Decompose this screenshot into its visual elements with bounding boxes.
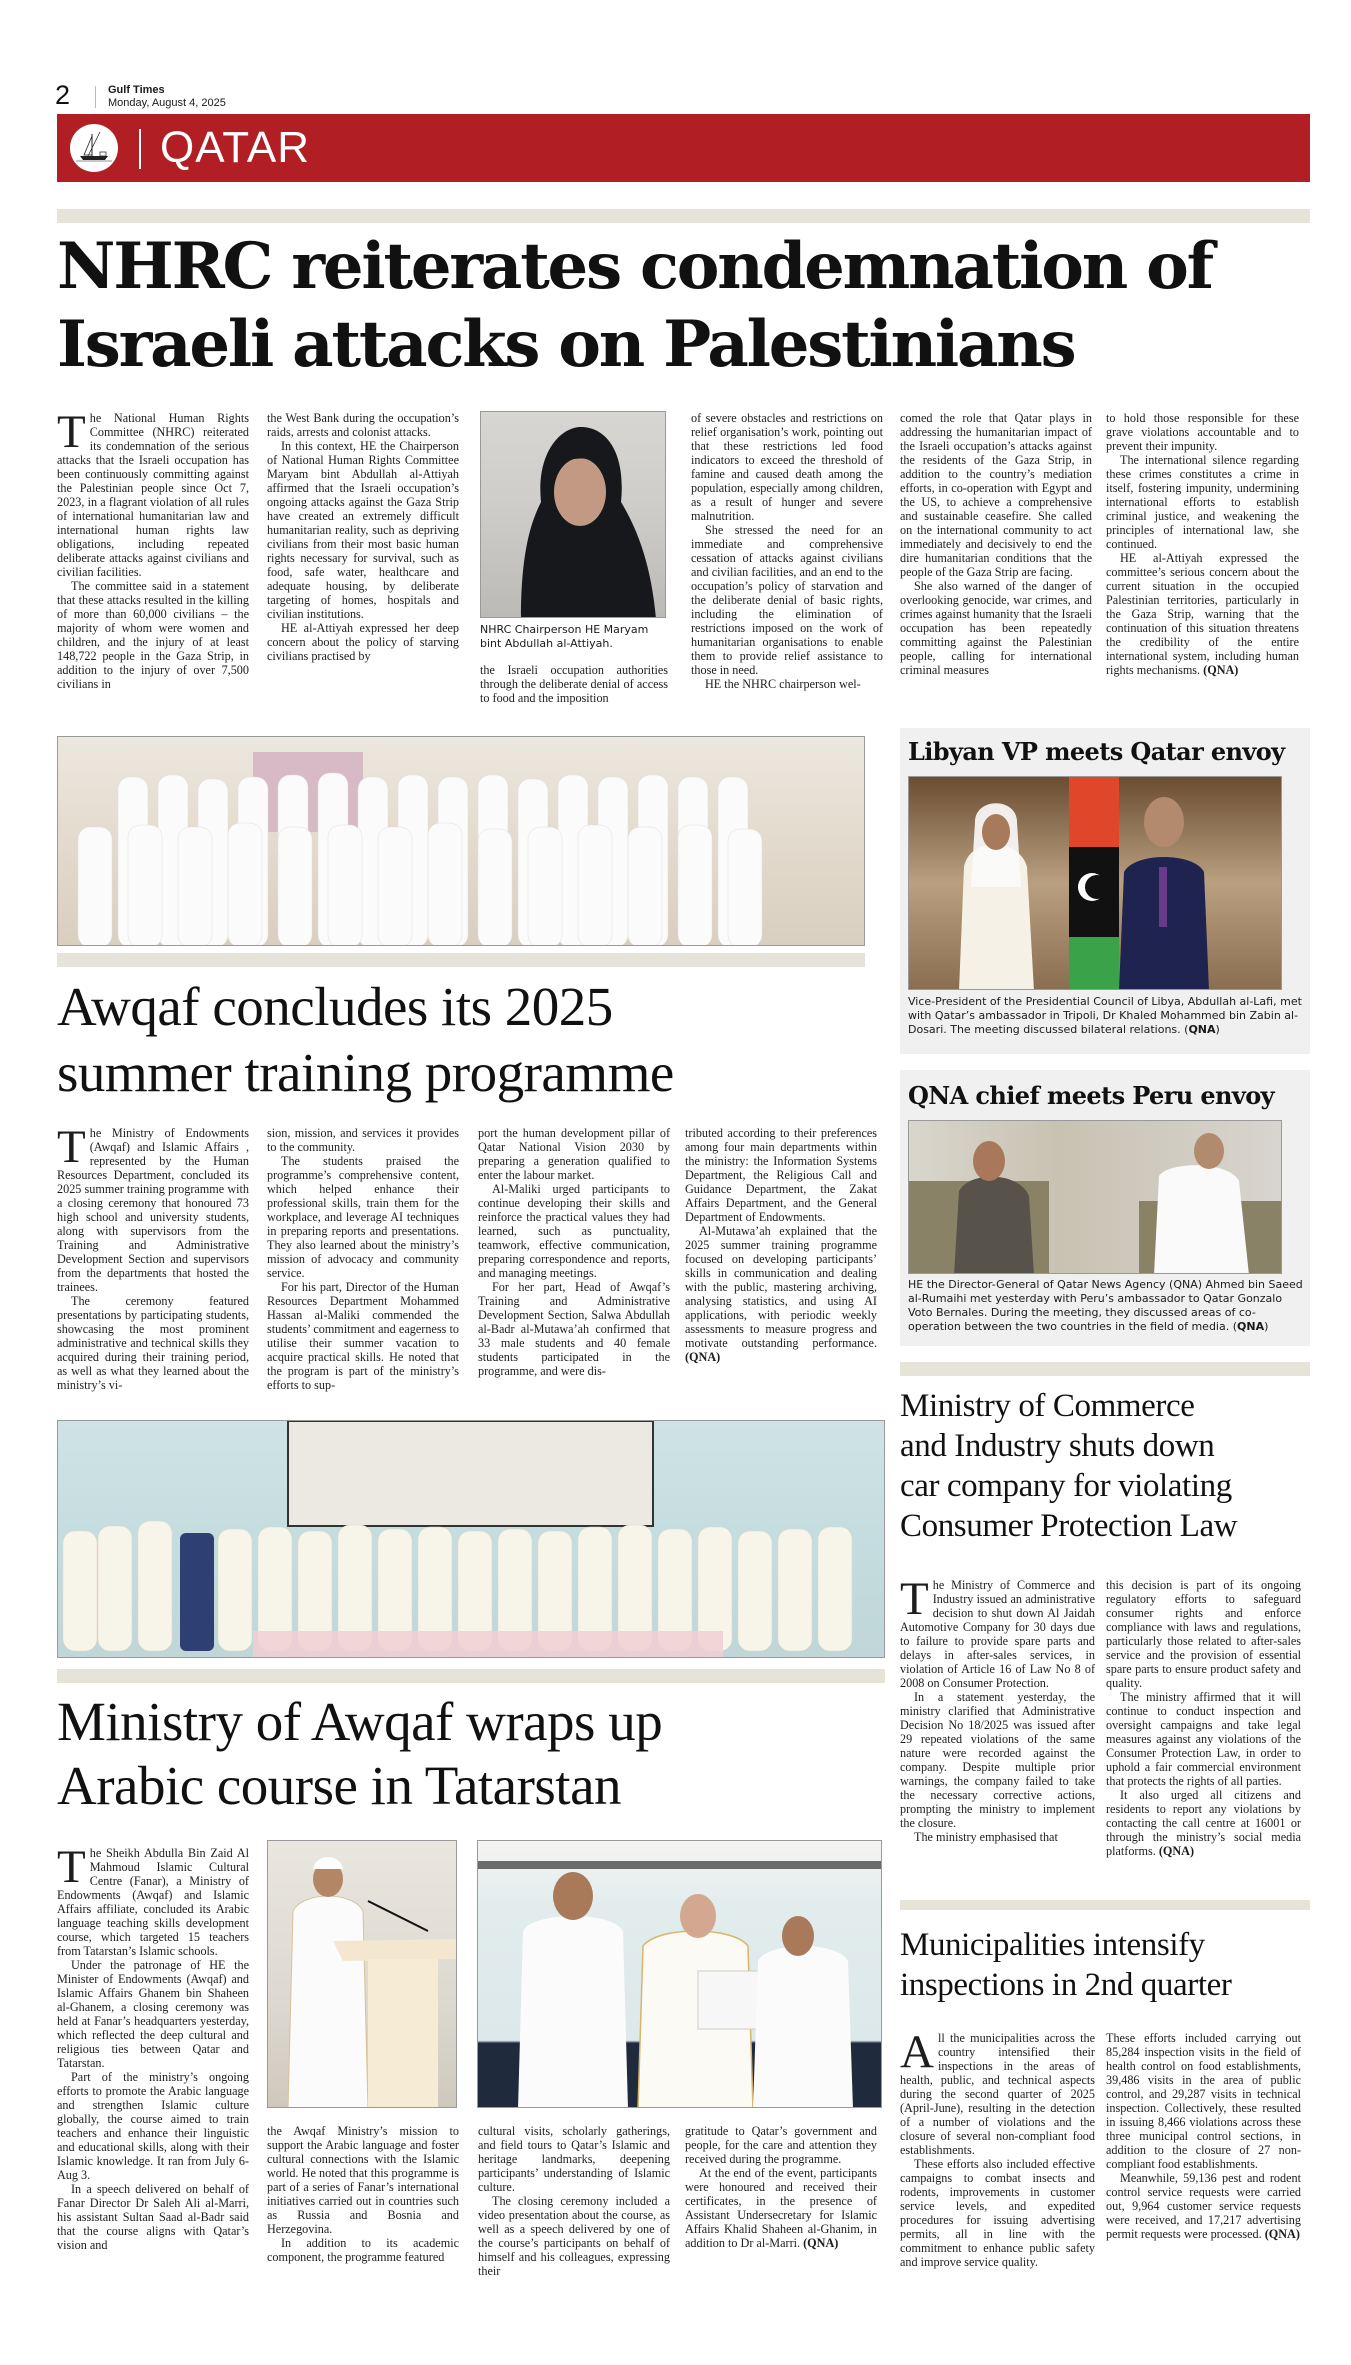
headline-line: summer training programme: [57, 1042, 674, 1103]
commerce-headline: [900, 1386, 1320, 1546]
peru-sidebox: [900, 1070, 1310, 1346]
tatarstan-column-2: the Awqaf Ministry’s mission to support the Arabic language and foster cultural connections with the Islamic world. He noted that this programme is part of a series of Fanar’s international initiatives carried out in countries such as Russia and Bosnia and Herzegovina. In addition to its academic component, the programme featured: [267, 2124, 459, 2264]
credit: (QNA): [1203, 663, 1239, 677]
lead-headline-line: Israeli attacks on Palestinians: [57, 307, 1075, 382]
commerce-column-1: The Ministry of Commerce and Industry issued an administrative decision to shut down Al Jaidah Automotive Company for 30 days due to failure to provide spare parts and delays in after-sales services, in violation of Article 16 of Law No 8 of 2008 on Consumer Protection. In a statement yesterday, the ministry clarified that Administrative Decision No 18/2025 was issued after 29 repeated violations of the same nature were recorded against the company. Despite multiple prior warnings, the company failed to take the necessary corrective actions, prompting the ministry to implement the closure. The ministry emphasised that: [900, 1573, 1095, 1844]
banner-divider: [139, 129, 141, 169]
nhrc-column-2: the West Bank during the occupation’s raids, arrests and colonist attacks. In this context, HE the Chairperson of National Human Rights Committee Maryam bint Abdullah al-Attiyah affirmed that the Israeli occupation’s ongoing attacks against the Gaza Strip have created an extremely difficult humanitarian reality, such as depriving civilians from their most basic human rights necessary for survival, such as food, safe water, healthcare and adequate housing, by deliberate targeting of homes, hospitals and civilian institutions. HE al-Attiyah expressed her deep concern about the policy of starving civilians practised by: [267, 411, 459, 663]
municipal-column-2: These efforts included carrying out 85,284 inspection visits in the field of health control on food establishments, 39,486 visits in the area of public control, and 29,287 visits in technical inspection. Collectively, these resulted in issuing 8,466 violations across these three municipal control sections, in addition to the closure of 27 non-compliant food establishments. Meanwhile, 59,136 pest and rodent control service requests were carried out, 9,964 customer service requests were received, and 17,217 advertising permit requests were processed. (QNA): [1106, 2031, 1301, 2241]
headline-line: Awqaf concludes its 2025: [57, 976, 613, 1037]
lead-headline: [57, 228, 1317, 384]
tatarstan-column-3: cultural visits, scholarly gatherings, and field tours to Qatar’s Islamic and heritage landmarks, deepening participants’ understanding of Islamic culture. The closing ceremony included a video presentation about the course, as well as a speech delivered by one of the course’s participants on behalf of himself and his colleagues, expressing their: [478, 2124, 670, 2278]
credit: (QNA): [1158, 1844, 1195, 1858]
section-rule: [57, 953, 865, 967]
peru-meeting-photo: [908, 1120, 1282, 1274]
headline-line: Consumer Protection Law: [900, 1508, 1238, 1544]
section-rule: [900, 1900, 1310, 1910]
nhrc-chairperson-photo: [480, 411, 666, 618]
awqaf-summer-column-3: port the human development pillar of Qatar National Vision 2030 by preparing a generation qualified to enter the labour market. Al-Maliki urged participants to continue developing their skills and reinforce the practical values they had learned, such as punctuality, teamwork, effective communication, preparing correspondence and reports, and managing meetings. For her part, Head of Awqaf’s Training and Administrative Development Section, Salwa Abdullah al-Badr al-Mutawa’ah confirmed that 33 male students and 40 female students participated in the programme, and were dis-: [478, 1126, 670, 1378]
headline-line: Ministry of Commerce: [900, 1388, 1195, 1424]
credit: (QNA): [1264, 2227, 1300, 2241]
municipal-column-1: All the municipalities across the country intensified their inspections in the areas of health, public, and technical aspects during the second quarter of 2025 (April-June), resulting in the detection of a number of violations and the closure of several non-compliant food establishments. These efforts also included effective campaigns to combat insects and rodents, improvements in customer service levels, and expedited procedures for issuing advertising permits, all in line with the commitment to enhance public safety and improve service quality.: [900, 2026, 1095, 2269]
newspaper-name: Gulf Times: [108, 84, 165, 96]
tatarstan-column-4: gratitude to Qatar’s government and people, for the care and attention they received during the programme. At the end of the event, participants were honoured and received their certificates, in the presence of Assistant Undersecretary for Islamic Affairs Khalid Shaheen al-Ghanim, in addition to Dr al-Marri. (QNA): [685, 2124, 877, 2250]
nhrc-column-4: of severe obstacles and restrictions on relief organisation’s work, pointing out that these restrictions led food indicators to exceed the threshold of famine and caused death among the population, especially among children, as a result of hunger and severe malnutrition. She stressed the need for an immediate and comprehensive cessation of attacks against civilians and civilian facilities, and an end to the occupation’s policy of starvation and the deliberate denial of basic rights, including the elimination of restrictions imposed on the work of humanitarian organisations to enable them to provide relief assistance to those in need. HE the NHRC chairperson wel-: [691, 411, 883, 691]
lead-headline-line: NHRC reiterates condemnation of: [57, 229, 1212, 304]
nhrc-column-1: The National Human Rights Committee (NHRC) reiterated its condemnation of the serious attacks that the Israeli occupation has been continuously committing against the Palestinian people since Oct 7, 2023, in a flagrant violation of all rules of international humanitarian law and international human rights law obligations, including repeated deliberate attacks against civilians and civilian facilities. The committee said in a statement that these attacks resulted in the killing of more than 60,000 civilians – the majority of whom were women and children, and the injury of at least 148,722 people in the Gaza Strip, in addition to the injury of over 7,500 civilians in: [57, 406, 249, 691]
speaker-at-podium-photo: [267, 1840, 457, 2108]
section-rule: [57, 209, 1310, 223]
drop-cap: T: [57, 1121, 86, 1173]
libya-meeting-photo: [908, 776, 1282, 990]
awqaf-trainees-group-photo: [57, 736, 865, 946]
libya-sidebox: [900, 728, 1310, 1054]
section-rule: [57, 1669, 885, 1683]
headline-line: Municipalities intensify: [900, 1927, 1205, 1963]
tatarstan-ceremony-photo: [57, 1420, 885, 1658]
commerce-column-2: this decision is part of its ongoing regulatory efforts to safeguard consumer rights and enforce compliance with laws and regulations, particularly those related to after-sales service and the provision of essential spare parts to ensure product safety and quality. The ministry affirmed that it will continue to conduct inspection and oversight campaigns and take legal measures against any violations of the Consumer Protection Law, in order to uphold a fair commercial environment that protects the rights of all parties. It also urged all citizens and residents to report any violations by contacting the call centre at 16001 or through the ministry’s social media platforms. (QNA): [1106, 1578, 1301, 1858]
section-title: QATAR: [160, 123, 311, 172]
issue-date: Monday, August 4, 2025: [108, 97, 226, 109]
section-rule: [900, 1362, 1310, 1376]
libya-headline: Libyan VP meets Qatar envoy: [908, 737, 1285, 766]
awqaf-summer-column-1: The Ministry of Endowments (Awqaf) and Islamic Affairs , represented by the Human Resources Department, concluded its 2025 summer training programme with a closing ceremony that honoured 73 high school and university students, along with supervisors from the Training and Administrative Development Section and supervisors from the departments that hosted the trainees. The ceremony featured presentations by participating students, showcasing the most prominent administrative and technical skills they acquired during their training period, as well as what they learned about the ministry’s vi-: [57, 1121, 249, 1392]
nhrc-column-6: to hold those responsible for these grave violations accountable and to prevent their impunity. The international silence regarding these crimes constitutes a crime in itself, fostering impunity, undermining international efforts to establish criminal justice, and weakening the principles of international law, she continued. HE al-Attiyah expressed the committee’s serious concern about the current situation in the occupied Palestinian territories, particularly in the Gaza Strip, warning that the continuation of this situation threatens the credibility of the entire international system, including human rights mechanisms. (QNA): [1106, 411, 1299, 677]
nhrc-column-3: the Israeli occupation authorities through the deliberate denial of access to food and the imposition: [480, 663, 668, 705]
awqaf-summer-column-4: tributed according to their preferences among four main departments within the ministry: the Information Systems Department, the Religious Call and Guidance Department, the Zakat Affairs Department, and the General Department of Endowments. Al-Mutawa’ah explained that the 2025 summer training programme focused on developing participants’ skills in communication and dealing with the public, mastering archiving, analysing statistics, and using AI applications, with periodic weekly assessments to measure progress and motivate outstanding performance. (QNA): [685, 1126, 877, 1364]
drop-cap: T: [57, 406, 86, 458]
credit: QNA: [1237, 1320, 1265, 1333]
peru-caption: HE the Director-General of Qatar News Agency (QNA) Ahmed bin Saeed al-Rumaihi met yesterday with Peru’s ambassador to Qatar Gonzalo Voto Bernales. During the meeting, they discussed areas of co-operation between the two countries in the field of media. (QNA): [908, 1278, 1303, 1333]
tatarstan-column-1: The Sheikh Abdulla Bin Zaid Al Mahmoud Islamic Cultural Centre (Fanar), a Ministry of Endowments (Awqaf) and Islamic Affairs affiliate, concluded its Arabic language teaching skills development course, which targeted 15 teachers from Tatarstan’s Islamic schools. Under the patronage of HE the Minister of Endowments (Awqaf) and Islamic Affairs Ghanem bin Shaheen al-Ghanem, a closing ceremony was held at Fanar’s headquarters yesterday, which reflected the deep cultural and religious ties between Qatar and Tatarstan. Part of the ministry’s ongoing efforts to promote the Arabic language and strengthen Islamic culture globally, the course aimed to train teachers and enhance their linguistic and educational skills, along with their Islamic knowledge. It ran from July 6-Aug 3. In a speech delivered on behalf of Fanar Director Dr Saleh Ali al-Marri, his assistant Sultan Saad al-Badr said that the course aligns with Qatar’s vision and: [57, 1841, 249, 2252]
peru-headline: QNA chief meets Peru envoy: [908, 1081, 1274, 1110]
awqaf-summer-headline: [57, 974, 877, 1106]
libya-caption: Vice-President of the Presidential Council of Libya, Abdullah al-Lafi, met with Qatar’s ambassador in Tripoli, Dr Khaled Mohammed bin Zabin al-Dosari. The meeting discussed bilateral relations. (QNA): [908, 995, 1302, 1036]
page-number: 2: [55, 80, 71, 110]
drop-cap: A: [900, 2026, 934, 2078]
drop-cap: T: [57, 1841, 86, 1893]
credit: QNA: [1188, 1023, 1216, 1036]
credit: (QNA): [685, 1350, 721, 1364]
headline-line: car company for violating: [900, 1468, 1232, 1504]
nhrc-column-5: comed the role that Qatar plays in addressing the humanitarian impact of the Israeli occupation’s attacks against the residents of the Gaza Strip, in addition to the country’s mediation efforts, in co-operation with Egypt and the US, to achieve a comprehensive and sustainable ceasefire. She called on the international community to act immediately and decisively to end the dire humanitarian conditions that the people of the Gaza Strip are facing. She also warned of the danger of overlooking genocide, war crimes, and crimes against humanity that the Israeli occupation has been repeatedly committing against the Palestinian people, calling for international criminal measures: [900, 411, 1092, 677]
certificate-presentation-photo: [477, 1840, 882, 2108]
headline-line: Arabic course in Tatarstan: [57, 1755, 621, 1816]
nhrc-photo-caption: NHRC Chairperson HE Maryam bint Abdullah al-Attiyah.: [480, 623, 649, 650]
headline-line: and Industry shuts down: [900, 1428, 1215, 1464]
headline-line: Ministry of Awqaf wraps up: [57, 1691, 663, 1752]
municipal-headline: [900, 1925, 1320, 2005]
credit: (QNA): [803, 2236, 839, 2250]
masthead-divider: [95, 86, 96, 108]
awqaf-summer-column-2: sion, mission, and services it provides to the community. The students praised the programme’s comprehensive content, which helped enhance their professional skills, train them for the workplace, and leverage AI techniques in preparing reports and presentations. They also learned about the ministry’s mission of advocacy and community service. For his part, Director of the Human Resources Department Mohammed Hassan al-Maliki commended the students’ commitment and eagerness to utilise their summer vacation to acquire practical skills. He noted that the program is part of the ministry’s efforts to sup-: [267, 1126, 459, 1392]
drop-cap: T: [900, 1573, 929, 1625]
tatarstan-headline: [57, 1690, 897, 1818]
dhow-boat-icon: [70, 124, 118, 172]
headline-line: inspections in 2nd quarter: [900, 1967, 1232, 2003]
